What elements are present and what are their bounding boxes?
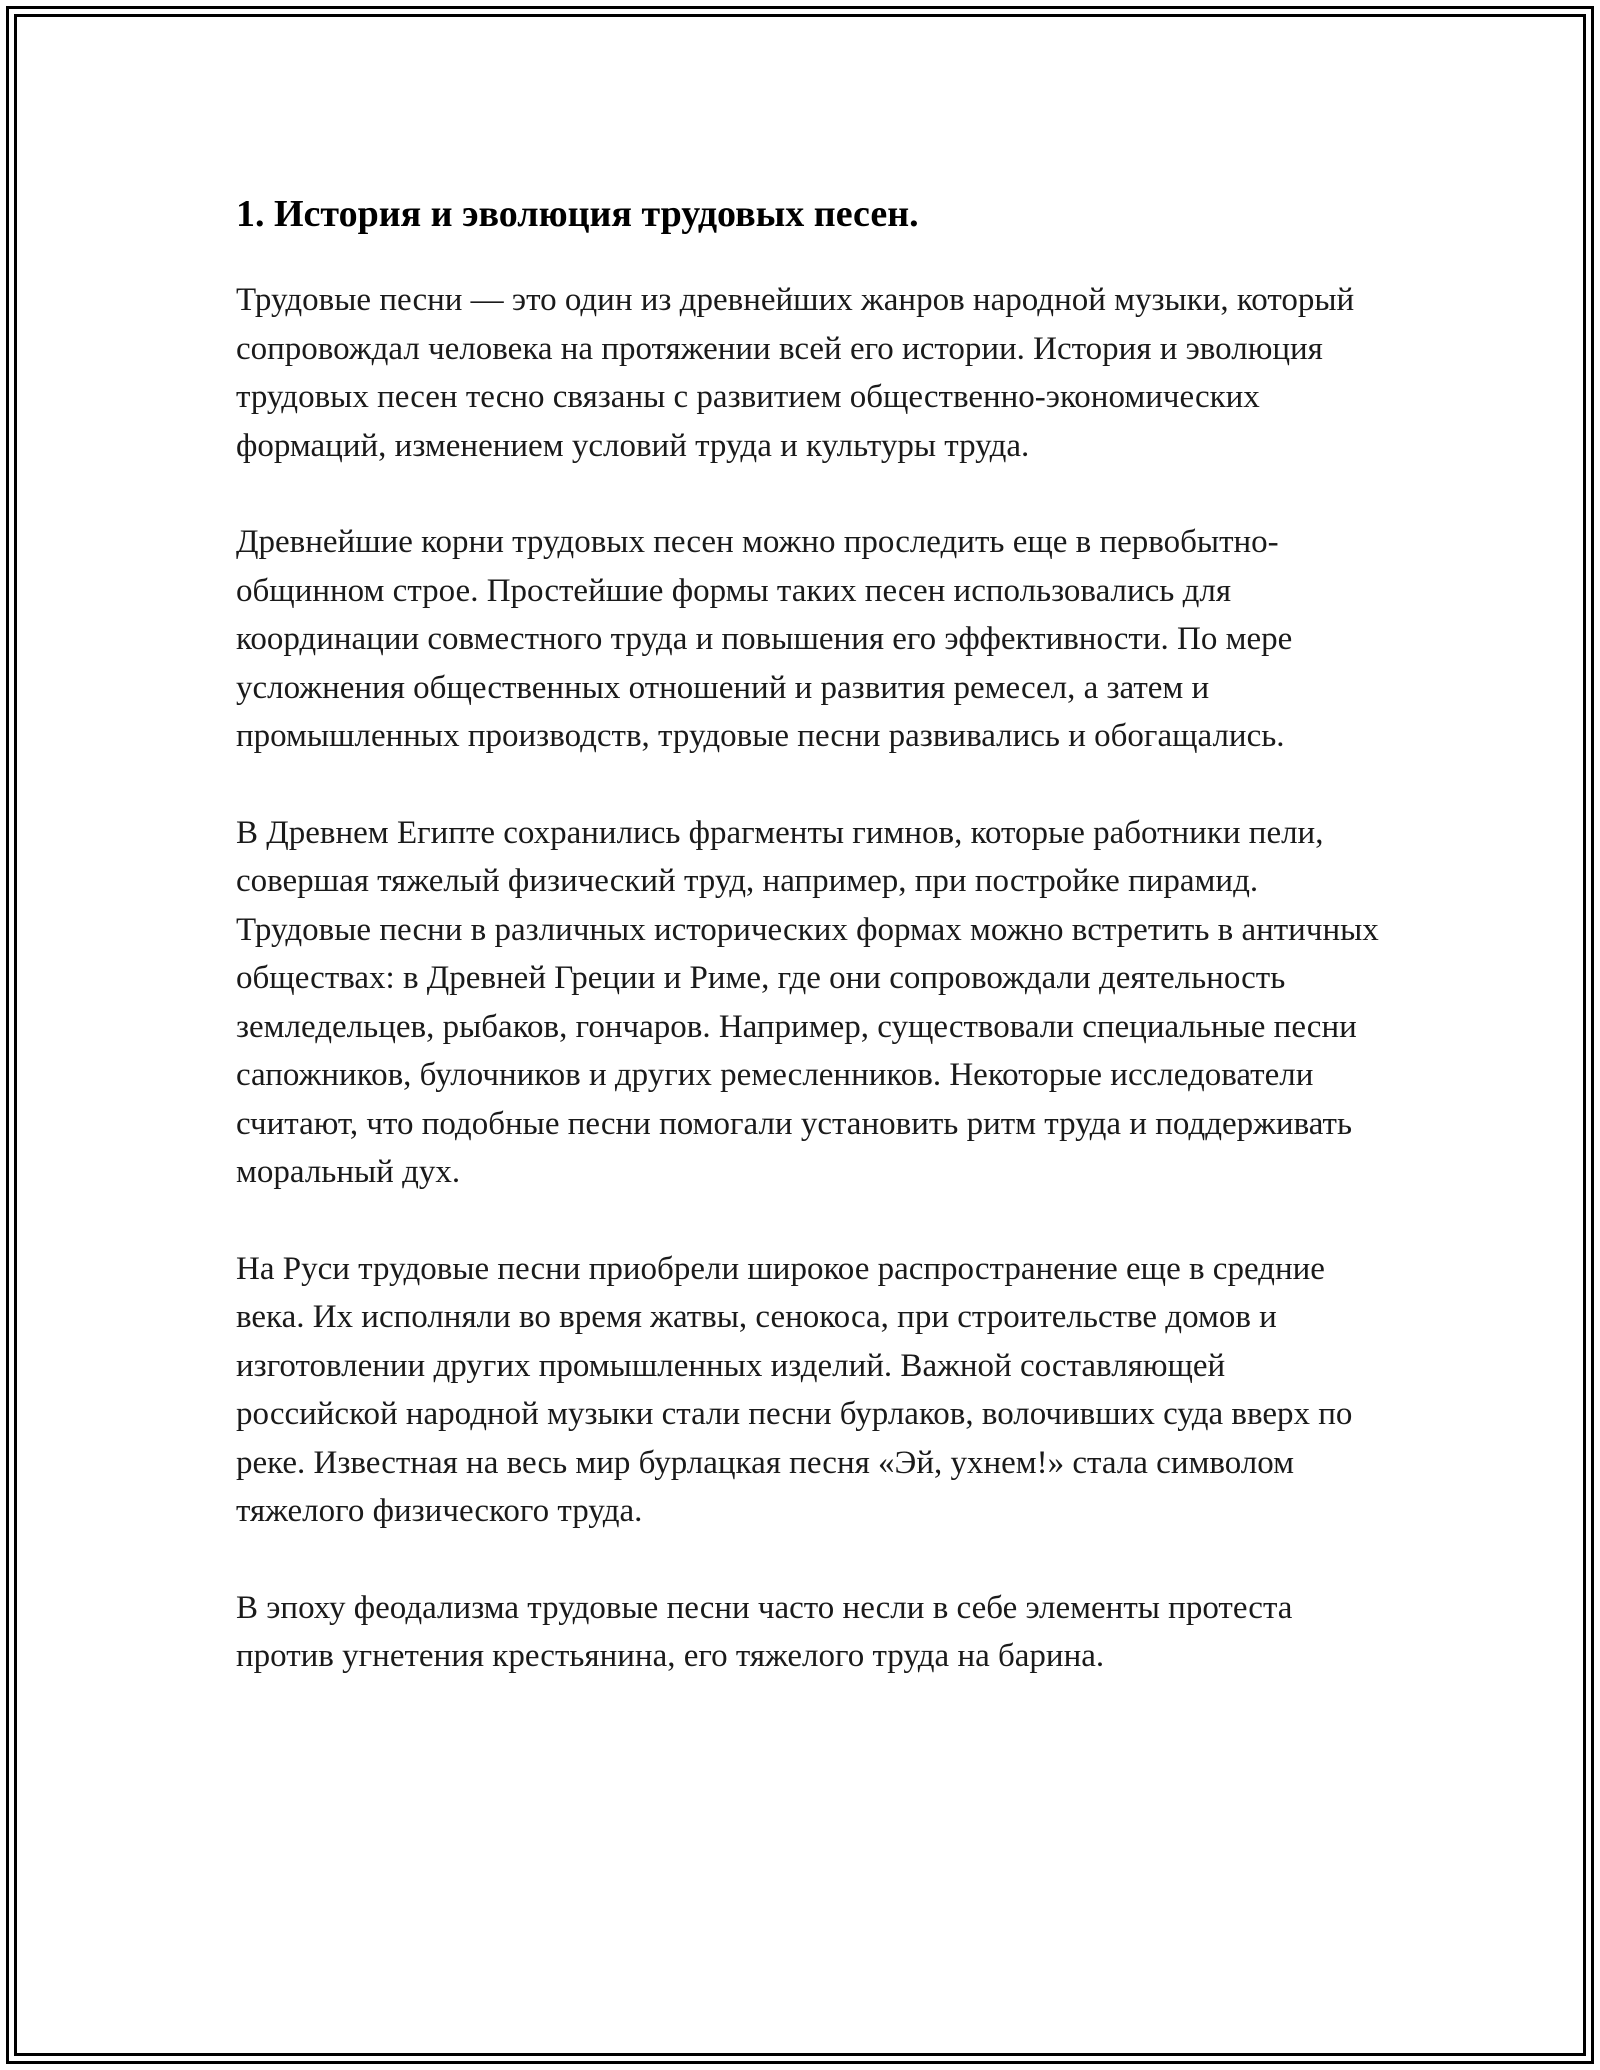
paragraph-feudalism: В эпоху феодализма трудовые песни часто несли в себе элементы протеста против угнетения крестьянина, его тяжелого труда на барина.: [236, 1589, 1293, 1674]
paragraph-ancient-roots: Древнейшие корни трудовых песен можно проследить еще в первобытно-общинном строе. Простейшие формы таких песен использовались для координации совместного труда и повышения его эффективности. По мере усложнения общественных отношений и развития ремесел, а затем и промышленных производств, трудовые песни развивались и обогащались.: [236, 524, 1293, 754]
paragraph-rus: На Руси трудовые песни приобрели широкое распространение еще в средние века. Их исполняли во время жатвы, сенокоса, при строительстве домов и изготовлении других промышленных изделий. Важной составляющей российской народной музыки стали песни бурлаков, волочивших суда вверх по реке. Известная на весь мир бурлацкая песня «Эй, ухнем!» стала символом тяжелого физического труда.: [236, 1250, 1353, 1529]
document-body: [236, 186, 1386, 1729]
paragraph-antiquity: В Древнем Египте сохранились фрагменты гимнов, которые работники пели, совершая тяжелый физический труд, например, при постройке пирамид. Трудовые песни в различных исторических формах можно встретить в античных обществах: в Древней Греции и Риме, где они сопровождали деятельность земледельцев, рыбаков, гончаров. Например, существовали специальные песни сапожников, булочников и других ремесленников. Некоторые исследователи считают, что подобные песни помогали установить ритм труда и поддерживать моральный дух.: [236, 814, 1379, 1190]
paragraph-intro: Трудовые песни — это один из древнейших жанров народной музыки, который сопровождал человека на протяжении всей его истории. История и эволюция трудовых песен тесно связаны с развитием общественно-экономических формаций, изменением условий труда и культуры труда.: [236, 282, 1355, 464]
section-heading: 1. История и эволюция трудовых песен.: [236, 193, 919, 235]
